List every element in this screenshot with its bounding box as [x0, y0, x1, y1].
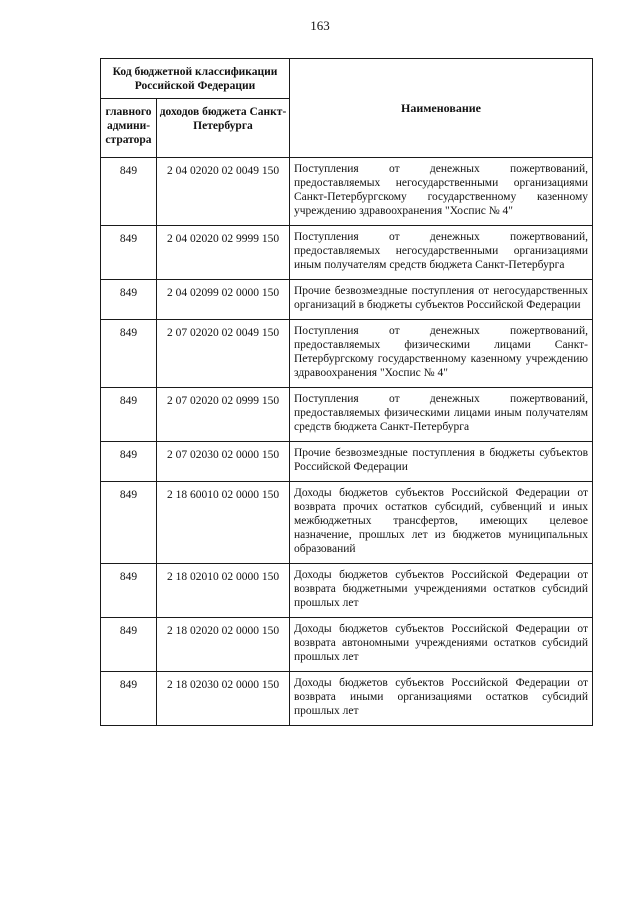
- admin-code-cell: 849: [101, 280, 157, 320]
- name-cell: Доходы бюджетов субъектов Российской Федерации от возврата автономными учреждениями остатков субсидий прошлых лет: [290, 618, 593, 672]
- admin-code-cell: 849: [101, 388, 157, 442]
- name-column-header: Наименование: [290, 59, 593, 158]
- admin-code-cell: 849: [101, 482, 157, 564]
- table-row: [101, 226, 593, 280]
- table-row: [101, 442, 593, 482]
- income-code-cell: 2 07 02030 02 0000 150: [157, 442, 290, 482]
- income-code-cell: 2 18 02030 02 0000 150: [157, 672, 290, 726]
- admin-code-cell: 849: [101, 672, 157, 726]
- name-cell: Доходы бюджетов субъектов Российской Федерации от возврата иными организациями остатков субсидий прошлых лет: [290, 672, 593, 726]
- budget-classification-table: [100, 58, 593, 726]
- admin-code-cell: 849: [101, 226, 157, 280]
- admin-code-cell: 849: [101, 320, 157, 388]
- name-cell: Прочие безвозмездные поступления в бюджеты субъектов Российской Федерации: [290, 442, 593, 482]
- income-code-cell: 2 18 02020 02 0000 150: [157, 618, 290, 672]
- income-code-cell: 2 04 02020 02 0049 150: [157, 158, 290, 226]
- name-cell: Поступления от денежных пожертвований, предоставляемых физическими лицами Санкт-Петербургскому государственному казенному учреждению здравоохранения "Хоспис № 4": [290, 320, 593, 388]
- code-group-header: Код бюджетной классификации Российской Федерации: [101, 59, 290, 99]
- table-row: [101, 672, 593, 726]
- table-row: [101, 280, 593, 320]
- income-code-cell: 2 18 02010 02 0000 150: [157, 564, 290, 618]
- name-cell: Поступления от денежных пожертвований, предоставляемых негосударственными организациями Санкт-Петербургскому государственному казенному учреждению здравоохранения "Хоспис № 4": [290, 158, 593, 226]
- table-row: [101, 482, 593, 564]
- admin-code-cell: 849: [101, 618, 157, 672]
- income-code-cell: 2 07 02020 02 0049 150: [157, 320, 290, 388]
- table-row: [101, 388, 593, 442]
- name-cell: Доходы бюджетов субъектов Российской Федерации от возврата прочих остатков субсидий, субвенций и иных межбюджетных трансфертов, имеющих целевое назначение, прошлых лет из бюджетов муниципальных образований: [290, 482, 593, 564]
- name-cell: Поступления от денежных пожертвований, предоставляемых физическими лицами иным получателям средств бюджета Санкт-Петербурга: [290, 388, 593, 442]
- admin-column-header: главного админи-стратора: [101, 99, 157, 158]
- income-code-cell: 2 07 02020 02 0999 150: [157, 388, 290, 442]
- income-code-cell: 2 04 02099 02 0000 150: [157, 280, 290, 320]
- table-row: [101, 618, 593, 672]
- table-row: [101, 564, 593, 618]
- table-row: [101, 320, 593, 388]
- name-cell: Прочие безвозмездные поступления от негосударственных организаций в бюджеты субъектов Российской Федерации: [290, 280, 593, 320]
- table-row: [101, 158, 593, 226]
- income-column-header: доходов бюджета Санкт-Петербурга: [157, 99, 290, 158]
- name-cell: Доходы бюджетов субъектов Российской Федерации от возврата бюджетными учреждениями остатков субсидий прошлых лет: [290, 564, 593, 618]
- admin-code-cell: 849: [101, 564, 157, 618]
- name-cell: Поступления от денежных пожертвований, предоставляемых негосударственными организациями иным получателям средств бюджета Санкт-Петербурга: [290, 226, 593, 280]
- admin-code-cell: 849: [101, 442, 157, 482]
- admin-code-cell: 849: [101, 158, 157, 226]
- income-code-cell: 2 04 02020 02 9999 150: [157, 226, 290, 280]
- income-code-cell: 2 18 60010 02 0000 150: [157, 482, 290, 564]
- page-number: 163: [310, 18, 330, 33]
